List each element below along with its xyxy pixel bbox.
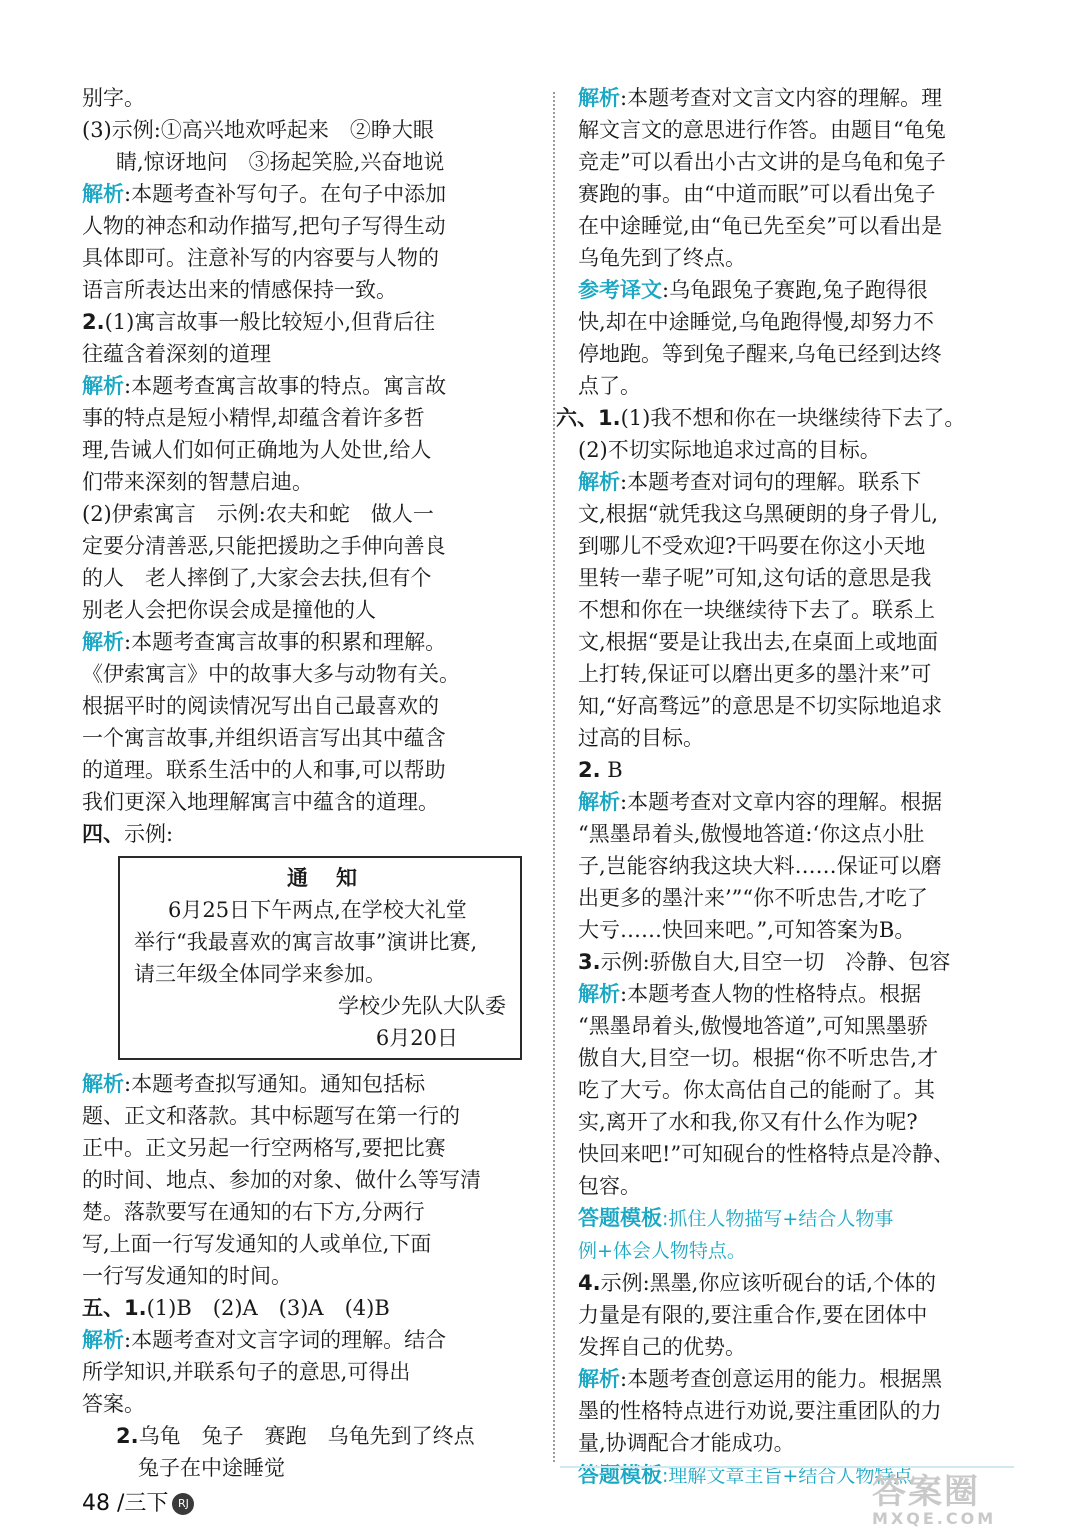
- text-line: 别老人会把你误会成是撞他的人: [82, 598, 376, 622]
- text-line: 一个寓言故事,并组织语言写出其中蕴含: [82, 726, 446, 750]
- template-line: 例+体会人物特点。: [578, 1240, 746, 1262]
- text-line: 们带来深刻的智慧启迪。: [82, 470, 313, 494]
- text-line: 的时间、地点、参加的对象、做什么等写清: [82, 1168, 481, 1192]
- notice-date: 6月20日: [375, 1026, 458, 1050]
- text-line: 文,根据“就凭我这乌黑硬朗的身子骨儿,: [578, 502, 939, 526]
- analysis-label: 解析: [578, 790, 620, 814]
- analysis-label: 解析: [82, 182, 124, 206]
- analysis-paragraph: 解析:本题考查补写句子。在句子中添加: [82, 182, 447, 206]
- template-label: 答题模板: [578, 1463, 662, 1487]
- question-4: 4.示例:黑墨,你应该听砚台的话,个体的: [578, 1271, 937, 1295]
- analysis-label: 解析: [82, 374, 124, 398]
- analysis-label: 解析: [578, 470, 620, 494]
- notice-body: 举行“我最喜欢的寓言故事”演讲比赛,: [134, 930, 478, 954]
- text-line: 吃了大亏。你太高估自己的能耐了。其: [578, 1078, 935, 1102]
- text-line: (2)不切实际地追求过高的目标。: [578, 438, 881, 462]
- template-label: 答题模板: [578, 1206, 662, 1230]
- text-line: 知,“好高骛远”的意思是不切实际地追求: [578, 694, 943, 718]
- analysis-label: 解析: [82, 1328, 124, 1352]
- notice-body: 请三年级全体同学来参加。: [134, 962, 386, 986]
- text-line: 到哪儿不受欢迎?干吗要在你这小天地: [578, 534, 926, 558]
- text-line: 墨的性格特点进行劝说,要注重团队的力: [578, 1399, 942, 1423]
- edition-badge-icon: RJ: [172, 1493, 194, 1515]
- analysis-label: 解析: [578, 1367, 620, 1391]
- notice-body: 6月25日下午两点,在学校大礼堂: [168, 898, 467, 922]
- text-line: 子,岂能容纳我这块大料……保证可以磨: [578, 854, 942, 878]
- text-line: 包容。: [578, 1174, 641, 1198]
- text-line: (2)伊索寓言 示例:农夫和蛇 做人一: [82, 502, 434, 526]
- analysis-paragraph: 解析:本题考查对文章内容的理解。根据: [578, 790, 943, 814]
- text-line: “黑墨昂着头,傲慢地答道”,可知黑墨骄: [578, 1014, 928, 1038]
- text-line: 竞走”可以看出小古文讲的是乌龟和兔子: [578, 150, 946, 174]
- notice-signature: 学校少先队大队委: [338, 994, 506, 1018]
- text-line: 过高的目标。: [578, 726, 704, 750]
- text-line: 答案。: [82, 1392, 145, 1416]
- text-line: 根据平时的阅读情况写出自己最喜欢的: [82, 694, 439, 718]
- analysis-paragraph: 解析:本题考查寓言故事的特点。寓言故: [82, 374, 447, 398]
- footer-rule: [560, 1466, 1014, 1468]
- analysis-paragraph: 解析:本题考查对文言字词的理解。结合: [82, 1328, 447, 1352]
- analysis-label: 解析: [578, 982, 620, 1006]
- question-3: 3.示例:骄傲自大,目空一切 冷静、包容: [578, 950, 951, 974]
- question-2: 2.(1)寓言故事一般比较短小,但背后往: [82, 310, 436, 334]
- analysis-paragraph: 解析:本题考查拟写通知。通知包括标: [82, 1072, 426, 1096]
- text-line: 赛跑的事。由“中道而眠”可以看出兔子: [578, 182, 936, 206]
- watermark-logo: 答案圈 MXQE.COM: [872, 1472, 997, 1528]
- template-paragraph: 答题模板:抓住人物描写+结合人物事: [578, 1206, 894, 1230]
- text-line: 我们更深入地理解寓言中蕴含的道理。: [82, 790, 439, 814]
- text-line: 人物的神态和动作描写,把句子写得生动: [82, 214, 446, 238]
- column-divider: [553, 92, 555, 1462]
- text-line: 上打转,保证可以磨出更多的墨汁来”可: [578, 662, 932, 686]
- text-line: 文,根据“要是让我出去,在桌面上或地面: [578, 630, 939, 654]
- text-line: 的道理。联系生活中的人和事,可以帮助: [82, 758, 446, 782]
- page-number: 48 /三下 RJ: [82, 1486, 194, 1517]
- right-column: [556, 82, 1030, 1492]
- text-line: 乌龟先到了终点。: [578, 246, 746, 270]
- analysis-paragraph: 解析:本题考查创意运用的能力。根据黑: [578, 1367, 943, 1391]
- section-6-q1: 六、1.(1)我不想和你在一块继续待下去了。: [556, 406, 966, 430]
- text-line: (3)示例:①高兴地欢呼起来 ②睁大眼: [82, 118, 434, 142]
- text-line: 快回来吧!”可知砚台的性格特点是冷静、: [578, 1142, 955, 1166]
- text-line: 里转一辈子呢”可知,这句话的意思是我: [578, 566, 932, 590]
- text-line: 《伊索寓言》中的故事大多与动物有关。: [82, 662, 460, 686]
- notice-title: 通知: [287, 865, 385, 890]
- text-line: 出更多的墨汁来’”“你不听忠告,才吃了: [578, 886, 928, 910]
- text-line: 具体即可。注意补写的内容要与人物的: [82, 246, 439, 270]
- text-line: “黑墨昂着头,傲慢地答道:‘你这点小肚: [578, 822, 925, 846]
- analysis-paragraph: 解析:本题考查人物的性格特点。根据: [578, 982, 922, 1006]
- text-line: 睛,惊讶地问 ③扬起笑脸,兴奋地说: [116, 150, 445, 174]
- text-line: 量,协调配合才能成功。: [578, 1431, 795, 1455]
- analysis-paragraph: 解析:本题考查对词句的理解。联系下: [578, 470, 922, 494]
- analysis-label: 解析: [82, 630, 124, 654]
- text-line: 别字。: [82, 86, 145, 110]
- text-line: 理,告诫人们如何正确地为人处世,给人: [82, 438, 432, 462]
- left-column: [82, 82, 534, 1484]
- section-5-q2: 2.乌龟 兔子 赛跑 乌龟先到了终点: [116, 1424, 475, 1448]
- text-line: 楚。落款要写在通知的右下方,分两行: [82, 1200, 425, 1224]
- text-line: 在中途睡觉,由“龟已先至矣”可以看出是: [578, 214, 943, 238]
- text-line: 力量是有限的,要注重合作,要在团体中: [578, 1303, 928, 1327]
- translation-label: 参考译文: [578, 278, 662, 302]
- text-line: 大亏……快回来吧。”,可知答案为B。: [578, 918, 916, 942]
- text-line: 不想和你在一块继续待下去了。联系上: [578, 598, 935, 622]
- analysis-paragraph: 解析:本题考查对文言文内容的理解。理: [578, 86, 943, 110]
- text-line: 一行写发通知的时间。: [82, 1264, 292, 1288]
- text-line: 写,上面一行写发通知的人或单位,下面: [82, 1232, 432, 1256]
- text-line: 快,却在中途睡觉,乌龟跑得慢,却努力不: [578, 310, 935, 334]
- text-line: 发挥自己的优势。: [578, 1335, 746, 1359]
- text-line: 点了。: [578, 374, 641, 398]
- text-line: 往蕴含着深刻的道理: [82, 342, 271, 366]
- text-line: 兔子在中途睡觉: [138, 1456, 285, 1480]
- text-line: 傲自大,目空一切。根据“你不听忠告,才: [578, 1046, 939, 1070]
- text-line: 停地跑。等到兔子醒来,乌龟已经到达终: [578, 342, 942, 366]
- notice-box: [118, 856, 522, 1060]
- text-line: 解文言文的意思进行作答。由题目“龟兔: [578, 118, 946, 142]
- question-2: 2. B: [578, 758, 623, 782]
- text-line: 正中。正文另起一行空两格写,要把比赛: [82, 1136, 446, 1160]
- text-line: 事的特点是短小精悍,却蕴含着许多哲: [82, 406, 425, 430]
- analysis-label: 解析: [578, 86, 620, 110]
- translation-paragraph: 参考译文:乌龟跟兔子赛跑,兔子跑得很: [578, 278, 928, 302]
- analysis-paragraph: 解析:本题考查寓言故事的积累和理解。: [82, 630, 447, 654]
- text-line: 语言所表达出来的情感保持一致。: [82, 278, 397, 302]
- section-5-q1: 五、1.(1)B (2)A (3)A (4)B: [82, 1296, 390, 1320]
- text-line: 的人 老人摔倒了,大家会去扶,但有个: [82, 566, 432, 590]
- text-line: 实,离开了水和我,你又有什么作为呢?: [578, 1110, 918, 1134]
- section-4-heading: 四、示例:: [82, 822, 174, 846]
- text-line: 所学知识,并联系句子的意思,可得出: [82, 1360, 411, 1384]
- template-paragraph: 答题模板:理解文章主旨+结合人物特点: [578, 1463, 913, 1487]
- text-line: 题、正文和落款。其中标题写在第一行的: [82, 1104, 460, 1128]
- text-line: 定要分清善恶,只能把援助之手伸向善良: [82, 534, 446, 558]
- analysis-label: 解析: [82, 1072, 124, 1096]
